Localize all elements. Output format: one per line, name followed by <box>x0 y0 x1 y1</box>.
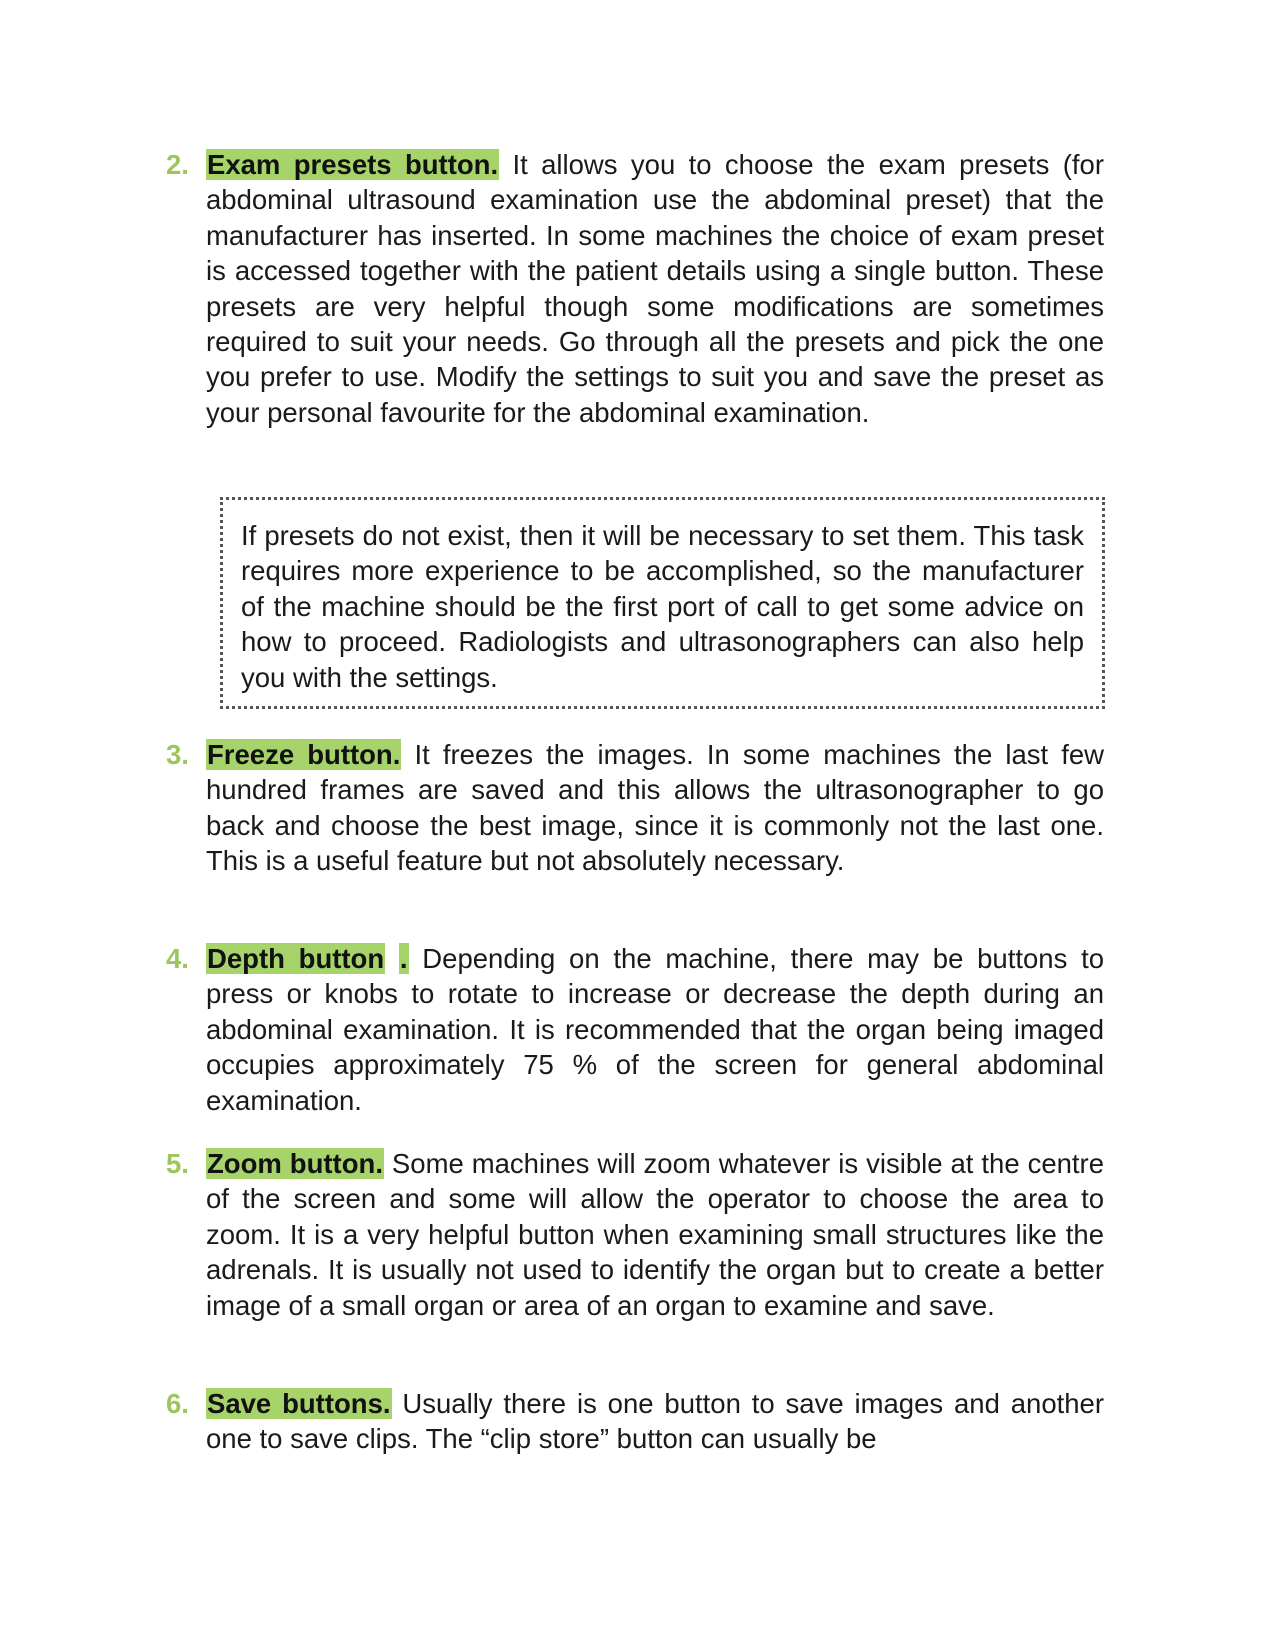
list-item-body <box>206 941 1104 1118</box>
list-item-zoom <box>166 1146 1104 1323</box>
list-item-body <box>206 1386 1104 1457</box>
list-item-freeze <box>166 737 1104 879</box>
list-item-body <box>206 737 1104 879</box>
item-heading: Depth button <box>207 943 385 974</box>
item-heading-suffix: . <box>399 943 408 974</box>
item-heading: Save buttons. <box>207 1388 391 1419</box>
item-text: It allows you to choose the exam presets (for abdominal ultrasound examination use the abdominal preset) that the manufacturer has inserted. In some machines the choice of exam preset is accessed together with the patient details using a single button. These presets are very helpful though some modifications are sometimes required to suit your needs. Go through all the presets and pick the one you prefer to use. Modify the settings to suit you and save the preset as your personal favourite for the abdominal examination. <box>206 149 1104 428</box>
item-heading: Freeze button. <box>207 739 401 770</box>
item-text: Usually there is one button to save images and another one to save clips. The “clip store” button can usually be <box>206 1388 1104 1455</box>
list-item-save <box>166 1386 1104 1457</box>
list-number: 5. <box>166 1148 189 1179</box>
list-number: 2. <box>166 149 189 180</box>
list-number: 3. <box>166 739 189 770</box>
note-text: If presets do not exist, then it will be necessary to set them. This task requires more experience to be accomplished, so the manufacturer of the machine should be the first port of call to get some advice on how to proceed. Radiologists and ultrasonographers can also help you with the settings. <box>241 520 1084 693</box>
list-item-exam-presets <box>166 147 1104 430</box>
list-item-body <box>206 1146 1104 1323</box>
note-box <box>220 497 1105 709</box>
list-item-depth <box>166 941 1104 1118</box>
item-text: Depending on the machine, there may be buttons to press or knobs to rotate to increase or decrease the depth during an abdominal examination. It is recommended that the organ being imaged occupies approximately 75 % of the screen for general abdominal examination. <box>206 943 1104 1116</box>
item-heading: Zoom button. <box>207 1148 383 1179</box>
item-heading: Exam presets button. <box>207 149 499 180</box>
item-text: It freezes the images. In some machines the last few hundred frames are saved and this allows the ultrasonographer to go back and choose the best image, since it is commonly not the last one. This is a useful feature but not absolutely necessary. <box>206 739 1105 877</box>
item-text: Some machines will zoom whatever is visible at the centre of the screen and some will allow the operator to choose the area to zoom. It is a very helpful button when examining small structures like the adrenals. It is usually not used to identify the organ but to create a better image of a small organ or area of an organ to examine and save. <box>206 1148 1105 1321</box>
list-item-body <box>206 147 1104 430</box>
list-number: 4. <box>166 943 189 974</box>
list-number: 6. <box>166 1388 189 1419</box>
